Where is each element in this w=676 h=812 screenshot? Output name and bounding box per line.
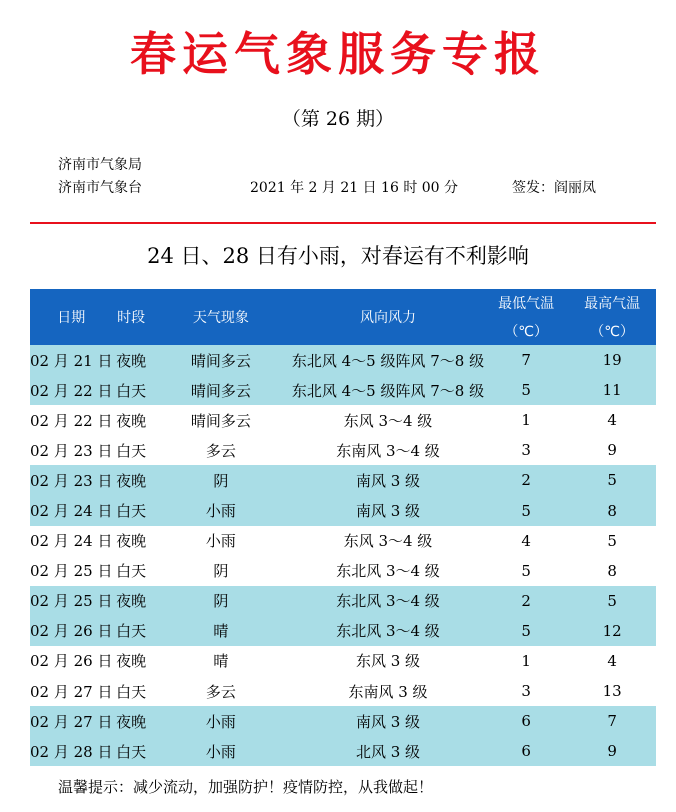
cell-date: 02 月 22 日 [30, 411, 113, 430]
table-row [30, 706, 656, 736]
cell-period: 夜晚 [116, 532, 147, 551]
table-row [30, 526, 656, 556]
cell-date: 02 月 27 日 [30, 682, 113, 701]
cell-period: 夜晚 [112, 345, 149, 375]
table-row [30, 616, 656, 646]
cell-min-temp: 5 [521, 561, 531, 580]
table-row [30, 676, 656, 706]
table-row [30, 495, 656, 525]
cell-max-temp: 8 [607, 561, 617, 580]
warm-tip: 温馨提示：减少流动，加强防护！疫情防控，从我做起！ [58, 778, 434, 796]
table-row [30, 736, 656, 766]
header-period: 时段 [112, 289, 149, 345]
cell-min-temp: 7 [484, 345, 568, 375]
cell-max-temp: 5 [607, 531, 617, 550]
cell-period: 白天 [112, 375, 149, 405]
cell-max-temp: 13 [602, 682, 622, 701]
cell-wind: 东北风 4～5 级阵风 7～8 级 [292, 345, 484, 375]
cell-max-temp: 9 [568, 736, 656, 766]
cell-weather: 小雨 [150, 495, 292, 525]
cell-min-temp: 5 [484, 495, 568, 525]
cell-max-temp: 5 [568, 465, 656, 495]
cell-wind: 北风 3 级 [292, 736, 484, 766]
cell-weather: 阴 [213, 562, 229, 581]
issue-number: （第 26 期） [281, 108, 395, 130]
cell-weather: 阴 [150, 586, 292, 616]
table-row [30, 345, 656, 375]
cell-weather: 小雨 [205, 532, 236, 551]
cell-period: 白天 [112, 495, 149, 525]
cell-min-temp: 3 [521, 441, 531, 460]
table-row [30, 375, 656, 405]
cell-date: 02 月 27 日 [30, 706, 112, 736]
cell-min-temp: 6 [484, 736, 568, 766]
cell-period: 白天 [112, 736, 149, 766]
cell-min-temp: 4 [521, 531, 531, 550]
cell-max-temp: 7 [568, 706, 656, 736]
cell-weather: 晴 [150, 616, 292, 646]
issue-datetime: 2021 年 2 月 21 日 16 时 00 分 [250, 180, 459, 196]
cell-min-temp: 2 [484, 465, 568, 495]
red-divider [30, 222, 656, 224]
cell-weather: 多云 [205, 441, 236, 460]
signer: 签发：阎丽凤 [512, 180, 596, 196]
cell-period: 白天 [116, 562, 147, 581]
cell-date: 02 月 23 日 [30, 465, 112, 495]
header-min-temp: 最低气温 [484, 289, 568, 317]
cell-min-temp: 2 [484, 586, 568, 616]
cell-wind: 东南风 3～4 级 [336, 441, 440, 460]
cell-max-temp: 9 [607, 441, 617, 460]
header-max-unit: （℃） [568, 317, 656, 345]
cell-period: 夜晚 [112, 465, 149, 495]
cell-period: 白天 [116, 682, 147, 701]
header-date: 日期 [30, 289, 112, 345]
cell-period: 夜晚 [116, 652, 147, 671]
cell-min-temp: 1 [521, 411, 531, 430]
cell-wind: 东风 3 级 [355, 652, 421, 671]
cell-wind: 东北风 3～4 级 [336, 562, 440, 581]
cell-wind: 东风 3～4 级 [343, 411, 433, 430]
issuer-bureau: 济南市气象局 [58, 157, 142, 173]
table-row [30, 405, 656, 435]
cell-max-temp: 12 [568, 616, 656, 646]
header-min-unit: （℃） [484, 317, 568, 345]
report-title: 春运气象服务专报 [130, 27, 546, 81]
cell-date: 02 月 25 日 [30, 562, 113, 581]
cell-wind: 南风 3 级 [292, 465, 484, 495]
cell-date: 02 月 22 日 [30, 375, 112, 405]
header-wind: 风向风力 [292, 289, 484, 345]
cell-wind: 南风 3 级 [292, 495, 484, 525]
cell-date: 02 月 24 日 [30, 532, 113, 551]
cell-min-temp: 5 [484, 375, 568, 405]
cell-wind: 东北风 3～4 级 [292, 616, 484, 646]
header-row [30, 289, 656, 317]
cell-weather: 阴 [150, 465, 292, 495]
headline: 24 日、28 日有小雨，对春运有不利影响 [147, 244, 529, 268]
cell-wind: 东北风 3～4 级 [292, 586, 484, 616]
issuer-station: 济南市气象台 [58, 180, 142, 196]
cell-period: 夜晚 [116, 411, 147, 430]
cell-wind: 南风 3 级 [292, 706, 484, 736]
cell-weather: 晴间多云 [150, 375, 292, 405]
cell-date: 02 月 21 日 [30, 345, 112, 375]
cell-date: 02 月 26 日 [30, 652, 113, 671]
cell-date: 02 月 28 日 [30, 736, 112, 766]
cell-wind: 东南风 3 级 [348, 682, 428, 701]
forecast-body [30, 345, 656, 766]
cell-max-temp: 4 [607, 651, 617, 670]
forecast-table [30, 289, 656, 766]
cell-max-temp: 8 [568, 495, 656, 525]
cell-min-temp: 1 [521, 651, 531, 670]
cell-weather: 晴间多云 [190, 411, 251, 430]
cell-period: 白天 [112, 616, 149, 646]
cell-weather: 晴 [213, 652, 229, 671]
cell-period: 夜晚 [112, 706, 149, 736]
cell-weather: 多云 [205, 682, 236, 701]
cell-max-temp: 19 [568, 345, 656, 375]
table-row [30, 586, 656, 616]
cell-weather: 小雨 [150, 736, 292, 766]
cell-period: 白天 [116, 441, 147, 460]
cell-date: 02 月 26 日 [30, 616, 112, 646]
table-row [30, 646, 656, 676]
cell-max-temp: 5 [568, 586, 656, 616]
cell-date: 02 月 25 日 [30, 586, 112, 616]
cell-min-temp: 3 [521, 682, 531, 701]
table-row [30, 435, 656, 465]
table-row [30, 465, 656, 495]
header-weather: 天气现象 [150, 289, 292, 345]
cell-min-temp: 6 [484, 706, 568, 736]
cell-max-temp: 11 [568, 375, 656, 405]
cell-date: 02 月 24 日 [30, 495, 112, 525]
cell-wind: 东北风 4～5 级阵风 7～8 级 [292, 375, 484, 405]
cell-min-temp: 5 [484, 616, 568, 646]
cell-wind: 东风 3～4 级 [343, 532, 433, 551]
cell-date: 02 月 23 日 [30, 441, 113, 460]
cell-period: 夜晚 [112, 586, 149, 616]
table-row [30, 556, 656, 586]
cell-weather: 小雨 [150, 706, 292, 736]
cell-max-temp: 4 [607, 411, 617, 430]
header-max-temp: 最高气温 [568, 289, 656, 317]
cell-weather: 晴间多云 [150, 345, 292, 375]
